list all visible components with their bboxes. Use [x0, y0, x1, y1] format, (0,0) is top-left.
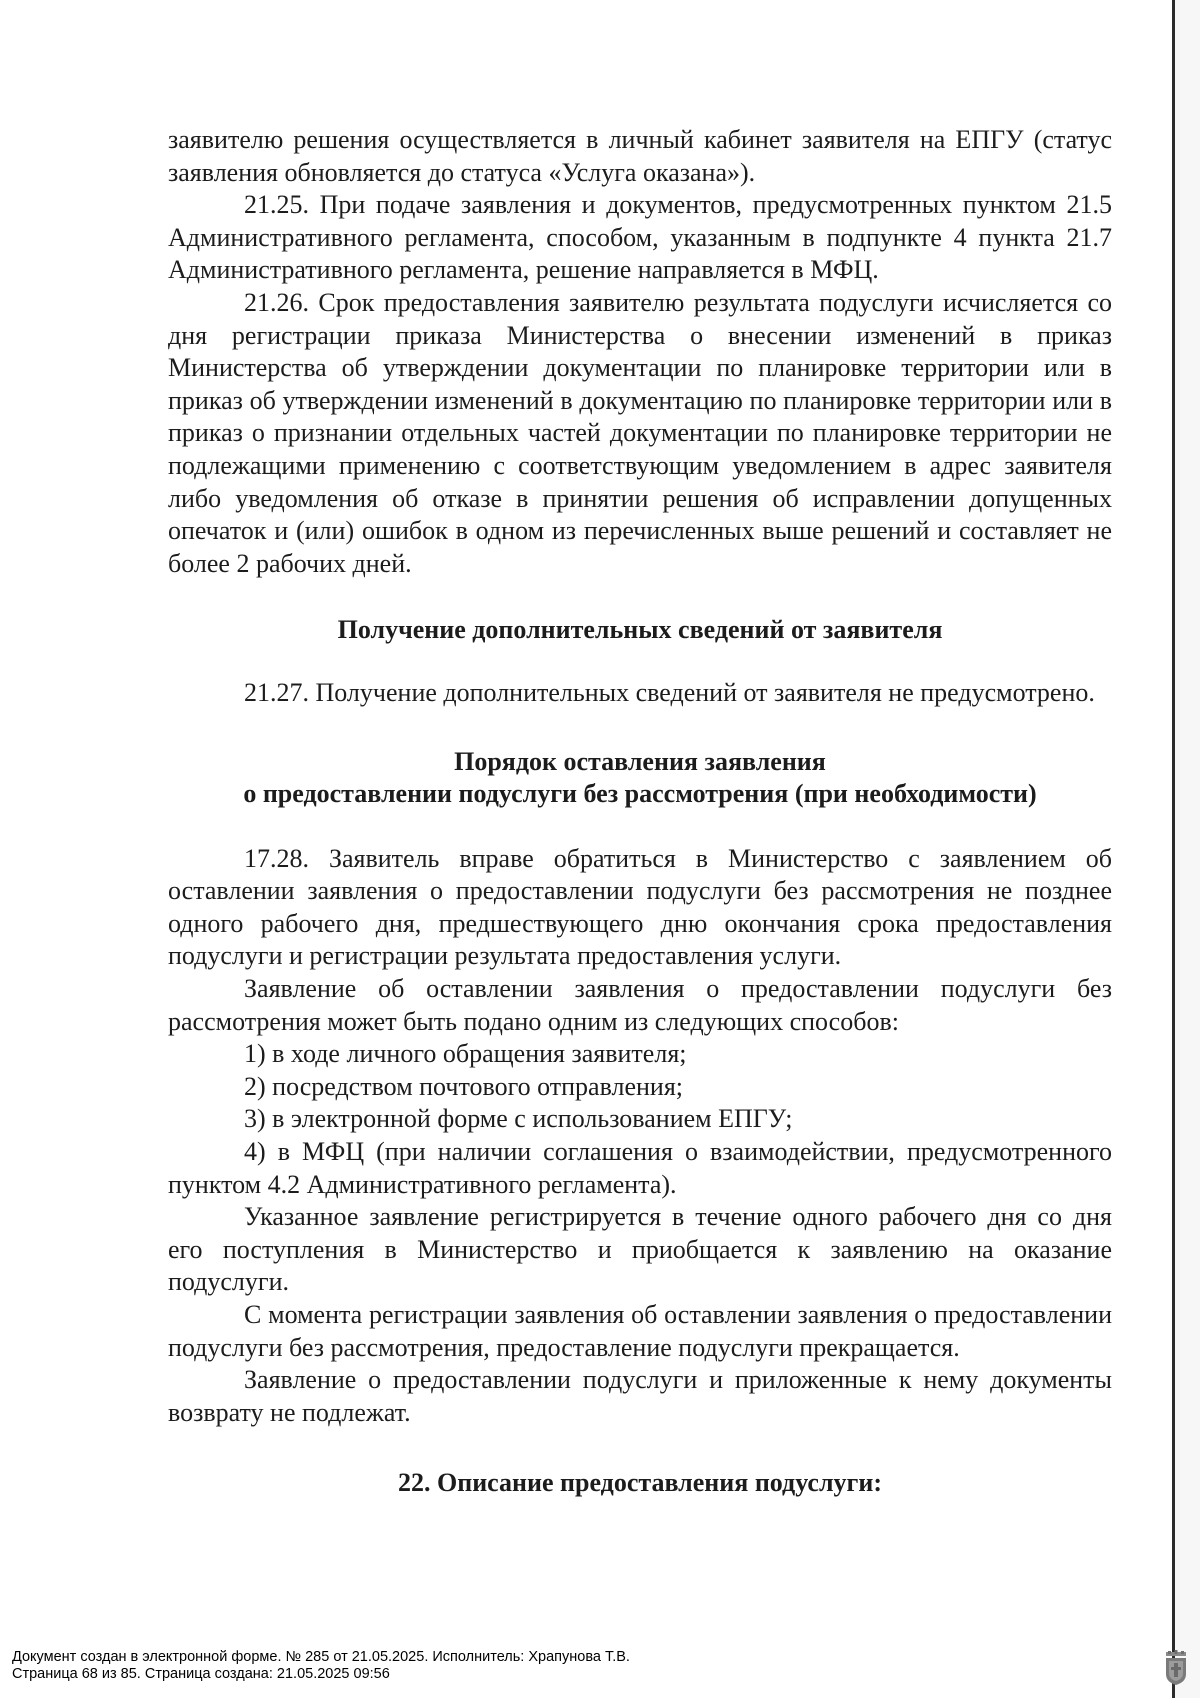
heading-leave-without-consideration — [168, 746, 1112, 811]
list-item: 2) посредством почтового отправления; — [244, 1071, 684, 1101]
footer-line-1: Документ создан в электронной форме. № 285 от 21.05.2025. Исполнитель: Храпунова Т.В. — [12, 1649, 630, 1665]
paragraph-no-return: Заявление о предоставлении подуслуги и приложенные к нему документы возврату не подлежат. — [168, 1365, 1112, 1427]
coat-of-arms-icon — [1163, 1650, 1189, 1686]
paragraph-submission-ways: Заявление об оставлении заявления о предоставлении подуслуги без рассмотрения может быть подано одним из следующих способов: — [168, 974, 1112, 1036]
paragraph-21-25: 21.25. При подаче заявления и документов, предусмотренных пунктом 21.5 Административного регламента, способом, указанным в подпункте 4 пункта 21.7 Административного регламента, решение направляется в МФЦ. — [168, 190, 1112, 285]
list-item: 1) в ходе личного обращения заявителя; — [244, 1039, 687, 1069]
paragraph-21-27: 21.27. Получение дополнительных сведений от заявителя не предусмотрено. — [244, 677, 1095, 707]
list-item: 4) в МФЦ (при наличии соглашения о взаимодействии, предусмотренного пунктом 4.2 Административного регламента). — [168, 1137, 1112, 1199]
paragraph-termination: С момента регистрации заявления об оставлении заявления о предоставлении подуслуги без рассмотрения, предоставление подуслуги прекращается. — [168, 1300, 1112, 1362]
paragraph-17-28: 17.28. Заявитель вправе обратиться в Министерство с заявлением об оставлении заявления о предоставлении подуслуги без рассмотрения не позднее одного рабочего дня, предшествующего дню окончания срока предоставления подуслуги и регистрации результата предоставления услуги. — [168, 843, 1112, 971]
heading-section-22: 22. Описание предоставления подуслуги: — [398, 1468, 882, 1498]
heading-additional-info: Получение дополнительных сведений от заявителя — [337, 615, 943, 645]
footer-line-2: Страница 68 из 85. Страница создана: 21.05.2025 09:56 — [12, 1666, 390, 1682]
heading-line-2: о предоставлении подуслуги без рассмотрения (при необходимости) — [243, 779, 1037, 809]
list-item: 3) в электронной форме с использованием ЕПГУ; — [244, 1104, 793, 1134]
paragraph-21-26: 21.26. Срок предоставления заявителю результата подуслуги исчисляется со дня регистрации приказа Министерства о внесении изменений в приказ Министерства об утверждении документации по планировке территории или в приказ об утверждении изменений в документацию по планировке территории или в приказ о признании отдельных частей документации по планировке территории не подлежащими применению с соответствующим уведомлением в адрес заявителя либо уведомления об отказе в принятии решения об исправлении допущенных опечаток и (или) ошибок в одном из перечисленных выше решений и составляет не более 2 рабочих дней. — [168, 287, 1112, 578]
document-body — [168, 124, 1112, 1500]
paragraph-decision-delivery: заявителю решения осуществляется в личный кабинет заявителя на ЕПГУ (статус заявления обновляется до статуса «Услуга оказана»). — [168, 125, 1112, 187]
paragraph-registration: Указанное заявление регистрируется в течение одного рабочего дня со дня его поступления в Министерство и приобщается к заявлению на оказание подуслуги. — [168, 1202, 1112, 1297]
document-footer — [12, 1649, 630, 1683]
page-gutter — [1175, 0, 1200, 1698]
heading-line-1: Порядок оставления заявления — [454, 746, 826, 776]
